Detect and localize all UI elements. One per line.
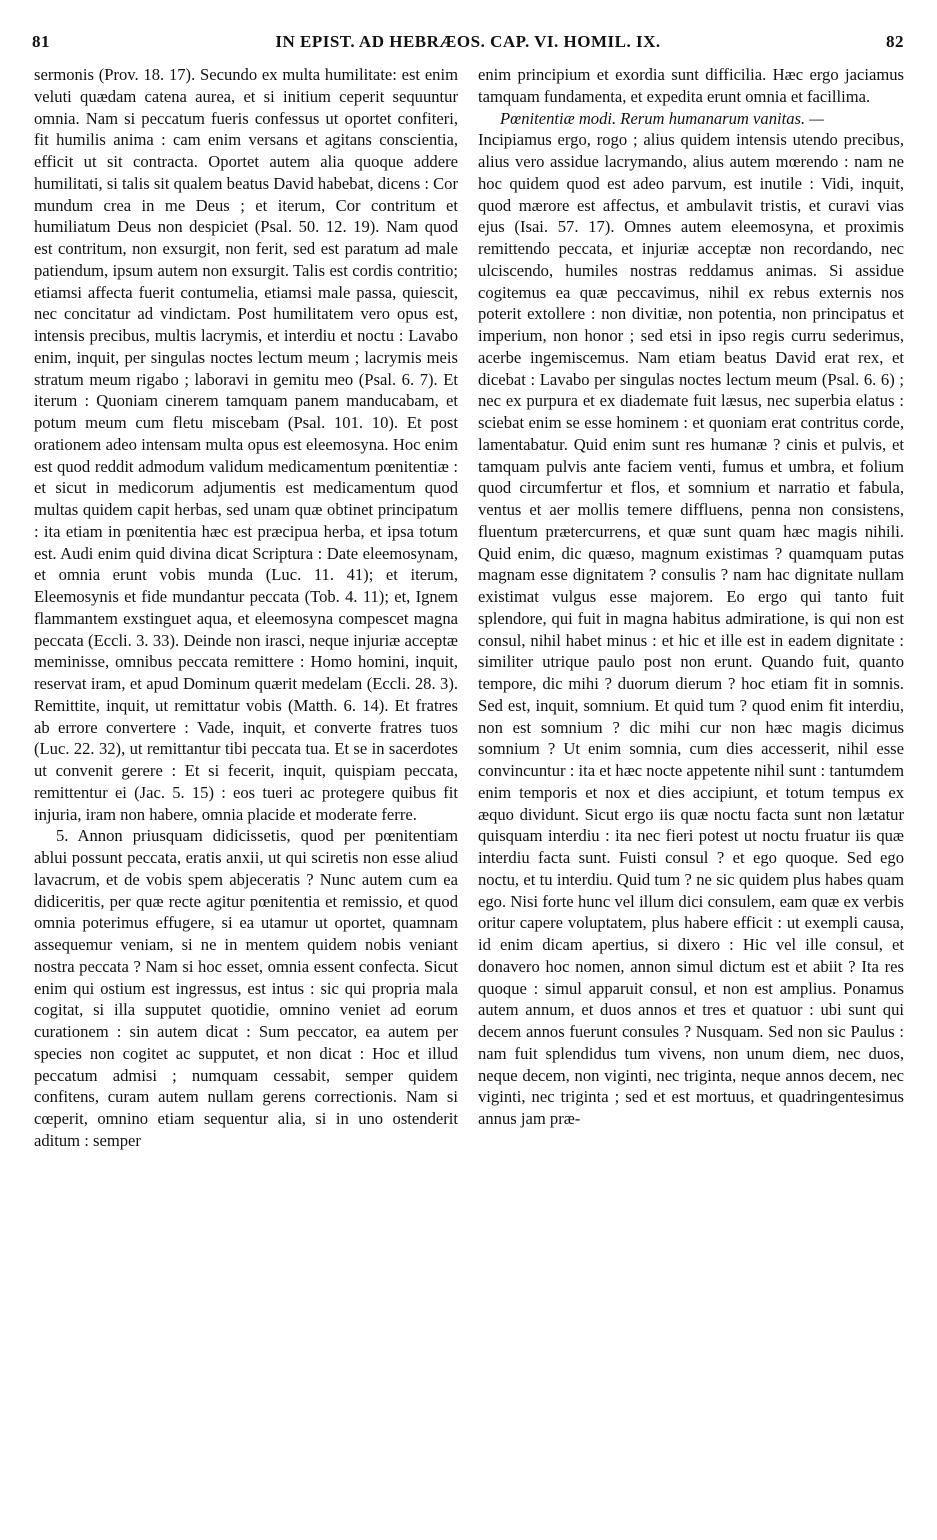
right-paragraph-1: enim principium et exordia sunt difficilia. Hæc ergo jaciamus tamquam fundamenta, et expedita erunt omnia et facillima. <box>478 65 904 106</box>
running-title: IN EPIST. AD HEBRÆOS. CAP. VI. HOMIL. IX. <box>275 32 661 51</box>
page-number-left: 81 <box>32 32 50 51</box>
page-header <box>32 32 904 56</box>
section-heading <box>478 108 904 130</box>
left-paragraph-1: sermonis (Prov. 18. 17). Secundo ex multa humilitate: est enim veluti quædam catena aurea, et si initium ceperit sequuntur omnia. Nam si peccatum fueris confessus ut oportet confiteri, fit humilis anima : cam enim versans et agitans conscientia, efficit ut sit contracta. Oportet autem alia quoque addere humilitati, si talis sit qualem beatus David habebat, dicens : Cor mundum crea in me Deus ; et iterum, Cor contritum et humiliatum Deus non despiciet (Psal. 50. 12. 19). Nam quod est contritum, non exsurgit, non ferit, sed est paratum ad male patiendum, ipsum autem non exsurgit. Talis est cordis contritio; etiamsi affecta fuerit contumelia, etiamsi male passa, quiescit, nec concitatur ad vindictam. Post humilitatem vero opus est, intensis precibus, multis lacrymis, et interdiu et noctu : Lavabo enim, inquit, per singulas noctes lectum meum ; lacrymis meis stratum meum rigabo ; laboravi in gemitu meo (Psal. 6. 7). Et iterum : Quoniam cinerem tamquam panem manducabam, et potum meum cum fletu miscebam (Psal. 101. 10). Et post orationem adeo intensam multa opus est eleemosyna. Hoc enim est quod reddit admodum validum medicamentum pœnitentiæ : et sicut in medicorum adjumentis est medicamentum quod multas quidem capit herbas, sed unam quæ obtinet principatum : ita etiam in pœnitentia hæc est præcipua herba, et ipsa totum est. Audi enim quid divina dicat Scriptura : Date eleemosynam, et omnia erunt vobis munda (Luc. 11. 41); et iterum, Eleemosynis et fide mundantur peccata (Tob. 4. 11); et, Ignem flammantem exstinguet aqua, et eleemosyna compescet magna peccata (Eccli. 3. 33). Deinde non irasci, neque injuriæ acceptæ meminisse, omnibus peccata remittere : Homo homini, inquit, reservat iram, et apud Dominum quærit medelam (Eccli. 28. 3). Remittite, inquit, ut remittatur vobis (Matth. 6. 14). Et fratres ab errore convertere : Vade, inquit, et converte fratres tuos (Luc. 22. 32), ut remittantur tibi peccata tua. Et se in sacerdotes ut convenit gerere : Et si fecerit, inquit, quispiam peccata, remittentur ei (Jac. 5. 15) : eos tueri ac protegere quibus fit injuria, iram non habere, omnia placide et moderate ferre. <box>34 65 458 824</box>
page-number-right: 82 <box>886 32 904 51</box>
left-column <box>34 64 458 1530</box>
left-paragraph-2: 5. Annon priusquam didicissetis, quod per pœnitentiam ablui possunt peccata, eratis anxii, ut qui sciretis non esse aliud lavacrum, et de vobis spem abjeceratis ? Nunc autem cum ea didiceritis, per quæ recte agitur pœnitentia et remissio, et quod omnia poterimus effugere, si ea utamur ut oportet, quamnam assequemur veniam, si ne in mentem quidem nobis veniant nostra peccata ? Nam si hoc esset, omnia essent confecta. Sicut enim qui ostium est ingressus, est intus : sic qui propria mala cogitat, si illa supputet quotidie, omnino veniet ad eorum curationem : sin autem dicat : Sum peccator, ea autem per species non cogitet ac supputet, et non dicat : Hoc et illud peccatum admisi ; numquam cessabit, semper quidem confitens, curam autem nullam gerens correctionis. Nam si cœperit, omnino etiam sequentur alia, si in uno ostenderit aditum : semper <box>34 826 458 1150</box>
right-column <box>478 64 904 1530</box>
section-heading-text: Pœnitentiæ modi. Rerum humanarum vanitas. — <box>500 108 825 128</box>
right-paragraph-2: Incipiamus ergo, rogo ; alius quidem intensis utendo precibus, alius vero assidue lacrymando, alius autem mœrendo : nam ne hoc quidem quod est adeo parvum, est inutile : Vidi, inquit, quod mærore est affectus, et ambulavit tristis, et curavi vias ejus (Isai. 57. 17). Omnes autem eleemosyna, et proximis remittendo peccata, et injuriæ acceptæ non recordando, nec ulciscendo, humiles nostras reddamus animas. Si assidue cogitemus ea quæ peccavimus, nihil ex rebus externis nos poterit extollere : non divitiæ, non potentia, non principatus et imperium, non honor ; sed etsi in ipso regis curru sederimus, acerbe ingemiscemus. Nam etiam beatus David erat rex, et dicebat : Lavabo per singulas noctes lectum meum (Psal. 6. 6) ; nec ex purpura et ex diademate fuit læsus, nec superbia elatus : sciebat enim se esse hominem : et quoniam erat contritus corde, lamentabatur. Quid enim sunt res humanæ ? cinis et pulvis, et tamquam pulvis ante faciem venti, fumus et umbra, et folium quod circumfertur et flos, et somnium et narratio et fabula, ventus et aer mollis temere diffluens, penna non consistens, fluentum prætercurrens, et quæ sunt quam hæc magis nihili. Quid enim, dic quæso, magnum existimas ? quamquam putas magnam esse dignitatem ? consulis ? nam hac dignitate nullam existimat vulgus esse majorem. Eo ergo qui tanto fuit splendore, qui fuit in magna habitus admiratione, is qui non est consul, nihil habet minus : et hic et ille est in eadem dignitate : similiter utrique paulo post non erunt. Quando fuit, quanto tempore, dic mihi ? duorum dierum ? hoc etiam fit in somnis. Sed est, inquit, somnium. Et quid tum ? quod enim fit interdiu, non est somnium ? dic mihi cur non hæc magis dicimus somnium ? Ut enim somnia, cum dies accesserit, nihil esse convincuntur : ita et hæc nocte appetente nihil sunt : tantumdem enim temporis et nox et dies accipiunt, et totum tempus ex æquo dividunt. Sicut ergo iis quæ noctu facta sunt non lætatur quisquam interdiu : ita nec fieri potest ut noctu fruatur iis quæ interdiu facta sunt. Fuisti consul ? et ego quoque. Sed ego noctu, et tu interdiu. Quid tum ? ne sic quidem plus habes quam ego. Nisi forte hunc vel illum dici consulem, eam quæ ex verbis oritur capere voluptatem, plus habere efficit : ut exempli causa, id enim dicam apertius, si dixero : Hic vel ille consul, et donavero hoc nomen, annon simul dictum est et abiit ? Ita res quoque : simul apparuit consul, et non est amplius. Ponamus autem annum, et duos annos et tres et quatuor : ubi sunt qui decem annos fuerunt consules ? Nusquam. Sed non sic Paulus : nam fuit splendidus tum vivens, non unum diem, nec duos, neque decem, non viginti, nec triginta, neque annos decem, nec viginti, nec triginta ; sed et est mortuus, et quadringentesimus annus jam præ- <box>478 130 904 1128</box>
